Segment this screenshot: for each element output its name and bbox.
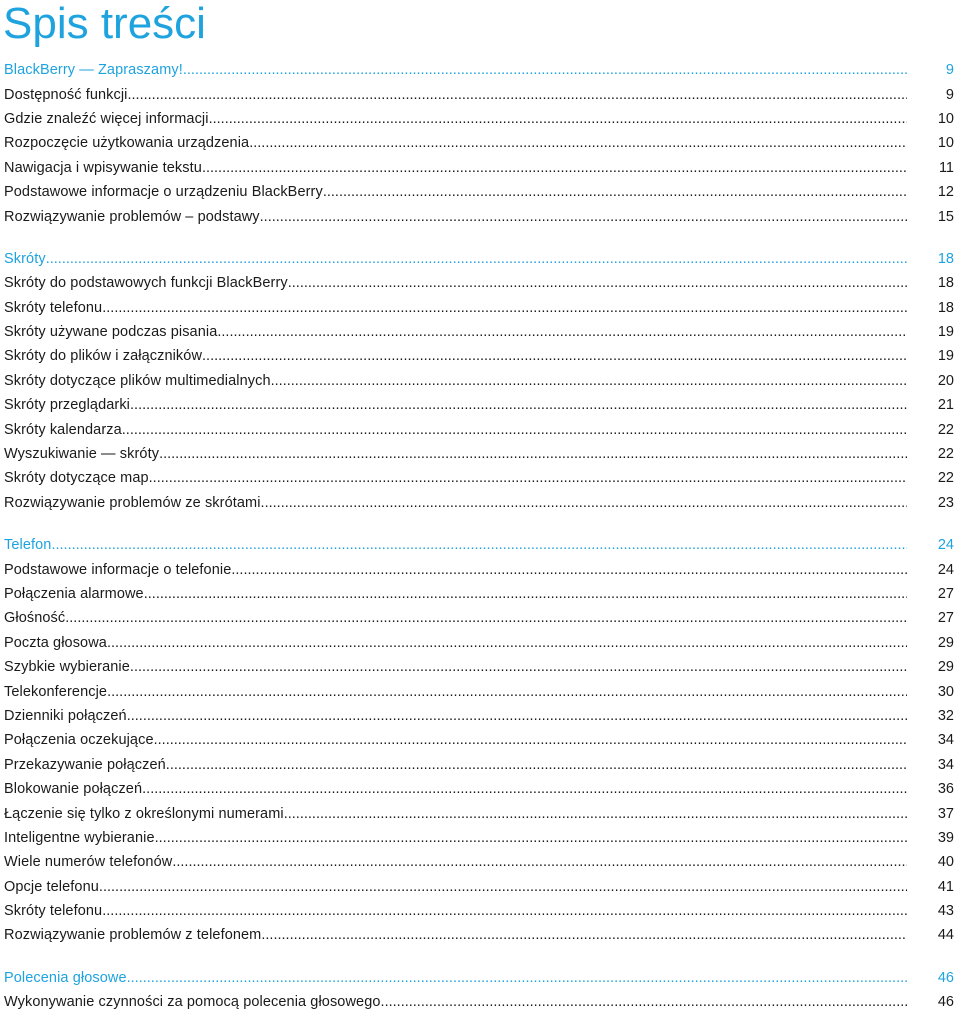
toc-entry-link[interactable] bbox=[4, 990, 954, 1014]
toc-entry-link[interactable] bbox=[4, 679, 954, 703]
toc-entry-label: Opcje telefonu bbox=[4, 878, 99, 895]
dot-leader bbox=[130, 659, 907, 675]
toc-entry-label: Wykonywanie czynności za pomocą polecenia głosowego bbox=[4, 994, 381, 1011]
dot-leader bbox=[288, 275, 907, 291]
toc-entry-link[interactable] bbox=[4, 417, 954, 441]
toc-entry-label: Podstawowe informacje o telefonie bbox=[4, 561, 232, 578]
toc-entry-label: Inteligentne wybieranie bbox=[4, 829, 155, 846]
dot-leader bbox=[99, 879, 907, 895]
toc-entry-link[interactable] bbox=[4, 923, 954, 947]
toc-entry-link[interactable] bbox=[4, 320, 954, 344]
dot-leader bbox=[166, 757, 907, 773]
toc-entry-label: Skróty do podstawowych funkcji BlackBerry bbox=[4, 275, 288, 292]
dot-leader bbox=[107, 684, 907, 700]
toc-entry-label: Rozpoczęcie użytkowania urządzenia bbox=[4, 135, 250, 152]
toc-entry-label: Rozwiązywanie problemów – podstawy bbox=[4, 208, 260, 225]
toc-entry-link[interactable] bbox=[4, 631, 954, 655]
dot-leader bbox=[130, 397, 907, 413]
dot-leader bbox=[128, 87, 908, 103]
toc-entry-label: Przekazywanie połączeń bbox=[4, 756, 166, 773]
toc-page-number: 10 bbox=[937, 135, 954, 152]
toc-entry-label: Skróty do plików i załączników bbox=[4, 348, 203, 365]
toc-entry-link[interactable] bbox=[4, 557, 954, 581]
toc-entry-label: Szybkie wybieranie bbox=[4, 659, 130, 676]
toc-entry-link[interactable] bbox=[4, 344, 954, 368]
toc-entry-label: Skróty dotyczące plików multimedialnych bbox=[4, 372, 271, 389]
toc-page-number: 40 bbox=[937, 854, 954, 871]
toc-entry-label: Podstawowe informacje o urządzeniu BlackBerry bbox=[4, 184, 323, 201]
toc-section bbox=[4, 533, 954, 948]
toc-entry-link[interactable] bbox=[4, 393, 954, 417]
toc-entry-label: Głośność bbox=[4, 610, 66, 627]
toc-section bbox=[4, 966, 954, 1015]
toc-page-number: 39 bbox=[937, 829, 954, 846]
toc-entry-label: Wyszukiwanie — skróty bbox=[4, 446, 160, 463]
toc-page-number: 22 bbox=[937, 421, 954, 438]
toc-page-number: 29 bbox=[937, 634, 954, 651]
dot-leader bbox=[271, 373, 907, 389]
toc-entry-label: Poczta głosowa bbox=[4, 634, 107, 651]
toc-entry-link[interactable] bbox=[4, 801, 954, 825]
dot-leader bbox=[149, 470, 907, 486]
page-title: Spis treści bbox=[3, 0, 206, 48]
dot-leader bbox=[217, 324, 907, 340]
dot-leader bbox=[381, 994, 907, 1010]
toc-page-number: 22 bbox=[937, 446, 954, 463]
dot-leader bbox=[261, 927, 907, 943]
toc-page-number: 12 bbox=[937, 184, 954, 201]
toc-entry-link[interactable] bbox=[4, 369, 954, 393]
toc-entry-label: Skróty kalendarza bbox=[4, 421, 122, 438]
toc-entry-link[interactable] bbox=[4, 271, 954, 295]
toc-page-number: 10 bbox=[937, 110, 954, 127]
dot-leader bbox=[261, 495, 907, 511]
toc-page-number: 22 bbox=[937, 470, 954, 487]
toc-entry-link[interactable] bbox=[4, 491, 954, 515]
toc-page-number: 30 bbox=[937, 683, 954, 700]
dot-leader bbox=[260, 209, 907, 225]
toc-entry-label: Rozwiązywanie problemów ze skrótami bbox=[4, 494, 261, 511]
dot-leader bbox=[202, 348, 907, 364]
toc-page-number: 41 bbox=[937, 878, 954, 895]
dot-leader bbox=[159, 446, 907, 462]
toc-entry-label: Skróty przeglądarki bbox=[4, 397, 131, 414]
toc-page-number: 9 bbox=[945, 86, 954, 103]
toc-chapter-label: Telefon bbox=[4, 537, 52, 554]
toc-page-number: 20 bbox=[937, 372, 954, 389]
dot-leader bbox=[65, 610, 907, 626]
toc-page-number: 43 bbox=[937, 903, 954, 920]
toc-entry-link[interactable] bbox=[4, 107, 954, 131]
toc-page-number: 32 bbox=[937, 707, 954, 724]
toc-chapter-link[interactable] bbox=[4, 247, 954, 271]
toc-entry-label: Skróty telefonu bbox=[4, 299, 103, 316]
toc-page-number: 11 bbox=[938, 159, 954, 176]
toc-page-number: 24 bbox=[937, 561, 954, 578]
toc-page-number: 37 bbox=[937, 805, 954, 822]
toc-page-number: 29 bbox=[937, 659, 954, 676]
toc-page-number: 34 bbox=[937, 732, 954, 749]
toc-page-number: 24 bbox=[937, 537, 954, 554]
toc-section bbox=[4, 247, 954, 515]
toc-entry-label: Połączenia alarmowe bbox=[4, 586, 144, 602]
dot-leader bbox=[102, 300, 907, 316]
toc-entry-label: Łączenie się tylko z określonymi numerami bbox=[4, 805, 284, 822]
toc-entry-label: Skróty dotyczące map bbox=[4, 470, 149, 487]
toc-page-number: 18 bbox=[937, 299, 954, 316]
dot-leader bbox=[102, 903, 907, 919]
toc-entry-link[interactable] bbox=[4, 899, 954, 923]
table-of-contents bbox=[4, 58, 954, 1014]
toc-page-number: 9 bbox=[945, 62, 954, 79]
toc-entry-link[interactable] bbox=[4, 655, 954, 679]
toc-entry-link[interactable] bbox=[4, 753, 954, 777]
toc-entry-label: Dzienniki połączeń bbox=[4, 707, 127, 724]
dot-leader bbox=[154, 732, 907, 748]
toc-entry-label: Nawigacja i wpisywanie tekstu bbox=[4, 159, 202, 176]
dot-leader bbox=[249, 135, 907, 151]
toc-entry-link[interactable] bbox=[4, 875, 954, 899]
dot-leader bbox=[172, 854, 907, 870]
dot-leader bbox=[46, 251, 907, 267]
toc-page-number: 21 bbox=[937, 397, 954, 414]
toc-entry-link[interactable] bbox=[4, 156, 954, 180]
toc-entry-link[interactable] bbox=[4, 582, 954, 606]
toc-page-number: 34 bbox=[937, 756, 954, 773]
toc-page-number: 23 bbox=[937, 494, 954, 511]
dot-leader bbox=[202, 160, 907, 176]
toc-page-number: 27 bbox=[937, 610, 954, 627]
toc-page-number: 18 bbox=[937, 250, 954, 267]
toc-section bbox=[4, 58, 954, 229]
toc-entry-link[interactable] bbox=[4, 826, 954, 850]
dot-leader bbox=[144, 586, 907, 602]
toc-entry-label: Gdzie znaleźć więcej informacji bbox=[4, 110, 209, 127]
toc-chapter-label: Skróty bbox=[4, 250, 46, 267]
toc-chapter-link[interactable] bbox=[4, 58, 954, 82]
dot-leader bbox=[122, 422, 907, 438]
toc-entry-label: Dostępność funkcji bbox=[4, 86, 128, 103]
toc-entry-link[interactable] bbox=[4, 728, 954, 752]
toc-entry-label: Rozwiązywanie problemów z telefonem bbox=[4, 927, 262, 944]
toc-chapter-link[interactable] bbox=[4, 966, 954, 990]
toc-page-number: 15 bbox=[937, 208, 954, 225]
toc-entry-link[interactable] bbox=[4, 466, 954, 490]
toc-entry-label: Skróty telefonu bbox=[4, 903, 103, 920]
toc-page-number: 19 bbox=[937, 324, 954, 341]
dot-leader bbox=[127, 970, 907, 986]
toc-entry-link[interactable] bbox=[4, 442, 954, 466]
toc-entry-link[interactable] bbox=[4, 204, 954, 228]
toc-entry-label: Blokowanie połączeń bbox=[4, 781, 143, 798]
toc-chapter-label: BlackBerry — Zapraszamy! bbox=[4, 62, 183, 79]
toc-entry-link[interactable] bbox=[4, 131, 954, 155]
dot-leader bbox=[51, 537, 907, 553]
dot-leader bbox=[323, 184, 907, 200]
toc-entry-label: Telekonferencje bbox=[4, 683, 108, 700]
toc-entry-link[interactable] bbox=[4, 82, 954, 106]
toc-page-number: 18 bbox=[937, 275, 954, 292]
toc-page-number: 36 bbox=[937, 781, 954, 798]
dot-leader bbox=[155, 830, 907, 846]
toc-entry-link[interactable] bbox=[4, 180, 954, 204]
toc-chapter-link[interactable] bbox=[4, 533, 954, 557]
toc-page-number: 44 bbox=[937, 927, 954, 944]
toc-entry-link[interactable] bbox=[4, 606, 954, 630]
dot-leader bbox=[107, 635, 907, 651]
toc-page-number: 46 bbox=[937, 994, 954, 1011]
dot-leader bbox=[231, 562, 907, 578]
toc-page-number: 46 bbox=[937, 969, 954, 986]
toc-entry-link[interactable] bbox=[4, 296, 954, 320]
toc-chapter-label: Polecenia głosowe bbox=[4, 969, 127, 986]
toc-entry-link[interactable] bbox=[4, 704, 954, 728]
dot-leader bbox=[209, 111, 907, 127]
toc-entry-link[interactable] bbox=[4, 850, 954, 874]
toc-entry-label: Wiele numerów telefonów bbox=[4, 854, 173, 871]
toc-entry-label: Skróty używane podczas pisania bbox=[4, 324, 218, 341]
dot-leader bbox=[142, 781, 907, 797]
toc-page-number: 27 bbox=[937, 586, 954, 602]
toc-page-number: 19 bbox=[937, 348, 954, 365]
toc-entry-link[interactable] bbox=[4, 777, 954, 801]
toc-entry-label: Połączenia oczekujące bbox=[4, 732, 154, 749]
dot-leader bbox=[183, 62, 907, 78]
dot-leader bbox=[127, 708, 907, 724]
dot-leader bbox=[284, 806, 907, 822]
